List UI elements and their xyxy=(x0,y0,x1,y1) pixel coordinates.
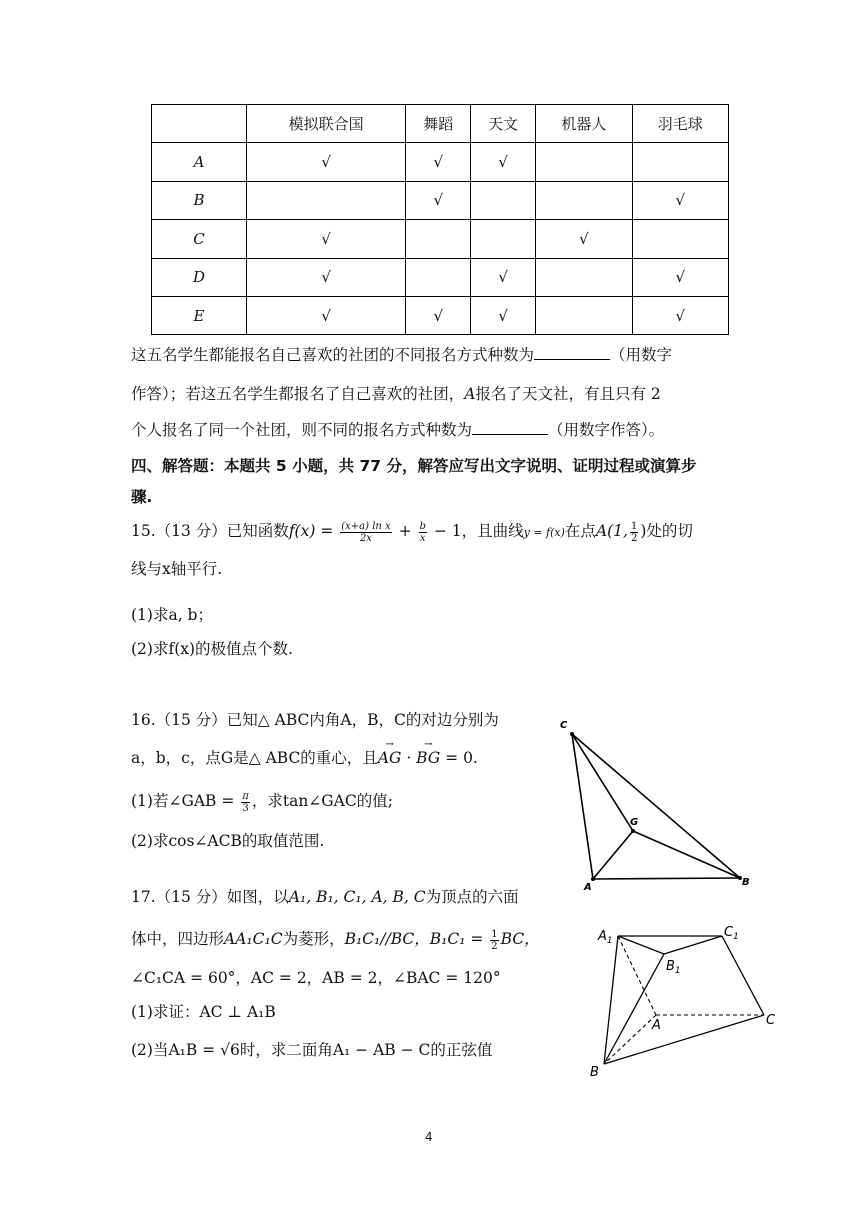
fraction-numerator: b xyxy=(419,520,426,532)
table-row xyxy=(152,143,729,181)
fraction xyxy=(419,521,427,544)
text-span: 为顶点的六面 xyxy=(425,888,519,906)
problem-16-line-1: 16.（15 分）已知△ ABC内角A，B，C的对边分别为 xyxy=(131,711,499,729)
table-header-cell: 机器人 xyxy=(536,105,632,143)
label-b: B xyxy=(742,877,750,888)
text-span: + xyxy=(393,522,417,540)
problem-16-part-1 xyxy=(131,790,393,814)
edge-cb xyxy=(572,734,740,878)
table-cell: √ xyxy=(632,181,728,219)
text-span: 15.（13 分）已知函数 xyxy=(131,522,289,540)
edge-b1c1 xyxy=(664,936,722,954)
table-header-cell: 天文 xyxy=(471,105,536,143)
page-number: 4 xyxy=(425,1130,433,1144)
math-expr: B₁C₁//BC，B₁C₁ = xyxy=(344,930,489,948)
table-cell xyxy=(247,181,406,219)
segment-ag xyxy=(593,831,633,879)
row-label: D xyxy=(152,258,247,296)
label-c: C xyxy=(766,1013,776,1028)
problem-14-line-2 xyxy=(131,383,661,405)
table-row xyxy=(152,220,729,258)
table-header-cell xyxy=(152,105,247,143)
label-subscript: 1 xyxy=(733,932,739,942)
text-span: (1)若∠GAB = xyxy=(131,792,240,810)
triangle-figure xyxy=(552,712,762,896)
table-cell: √ xyxy=(632,296,728,334)
table-cell xyxy=(536,181,632,219)
fraction-denominator: x xyxy=(419,532,426,544)
table-cell xyxy=(536,143,632,181)
fraction xyxy=(630,521,638,544)
fraction-numerator: (x+a) ln x xyxy=(341,520,391,532)
text-span: ，求tan∠GAC的值; xyxy=(251,792,393,810)
edge-ab xyxy=(593,878,740,879)
label-a1 xyxy=(597,929,613,946)
text-span: 处的切 xyxy=(646,522,693,540)
problem-15-line-2: 线与x轴平行. xyxy=(131,560,223,578)
text-span: 体中，四边形 xyxy=(131,930,225,948)
segment-bg xyxy=(633,831,740,878)
table-cell xyxy=(632,220,728,258)
table-header-row xyxy=(152,105,729,143)
section-heading: 四、解答题：本题共 5 小题，共 77 分，解答应写出文字说明、证明过程或演算步 xyxy=(131,457,697,475)
label-b1 xyxy=(666,959,681,976)
table-cell: √ xyxy=(247,143,406,181)
fraction xyxy=(340,521,391,544)
row-label: B xyxy=(152,181,247,219)
problem-14-line-3 xyxy=(131,419,664,441)
fraction-numerator: π xyxy=(242,790,249,802)
math-expr: AA₁C₁C xyxy=(224,930,283,948)
table-cell: √ xyxy=(471,258,536,296)
table-cell: √ xyxy=(406,143,471,181)
table-row xyxy=(152,258,729,296)
text-span: = 0. xyxy=(440,749,478,767)
table-cell: √ xyxy=(471,296,536,334)
table-cell: √ xyxy=(247,220,406,258)
text-span: 在点 xyxy=(564,522,596,540)
row-label: A xyxy=(152,143,247,181)
fraction-denominator: 2x xyxy=(359,532,372,544)
problem-15-line-1 xyxy=(131,520,693,544)
row-label: C xyxy=(152,220,247,258)
table-cell xyxy=(471,220,536,258)
table-cell: √ xyxy=(406,296,471,334)
text-span: 这五名学生都能报名自己喜欢的社团的不同报名方式种数为 xyxy=(131,346,535,364)
math-expr: A(1, xyxy=(595,522,628,540)
vertex-g xyxy=(631,829,635,833)
table-cell: √ xyxy=(632,258,728,296)
problem-16-line-2 xyxy=(131,747,478,769)
vector-bg: → BG xyxy=(416,747,440,769)
label-text: A xyxy=(598,929,607,944)
label-a: A xyxy=(652,1018,661,1033)
fraction-numerator: 1 xyxy=(491,928,498,940)
math-expr: f(x) = xyxy=(288,522,339,540)
edge-c1c xyxy=(722,936,764,1015)
row-label: E xyxy=(152,296,247,334)
vertex-a xyxy=(591,877,595,881)
problem-17-part-1: (1)求证：AC ⊥ A₁B xyxy=(131,1003,276,1021)
table-header-cell: 羽毛球 xyxy=(632,105,728,143)
hexahedron-figure xyxy=(586,918,790,1084)
table-header-cell: 模拟联合国 xyxy=(247,105,406,143)
label-subscript: 1 xyxy=(606,936,613,946)
text-span: （用数字作答）。 xyxy=(548,421,665,439)
table-cell: √ xyxy=(406,181,471,219)
edge-ca xyxy=(572,734,593,879)
problem-15-part-2: (2)求f(x)的极值点个数. xyxy=(131,640,293,658)
problem-17-line-2 xyxy=(131,928,540,952)
table-header-cell: 舞蹈 xyxy=(406,105,471,143)
math-expr: A₁, B₁, C₁, A, B, C xyxy=(288,888,426,906)
table-row xyxy=(152,181,729,219)
text-span: − 1，且曲线 xyxy=(428,522,524,540)
table-cell: √ xyxy=(247,296,406,334)
problem-17-part-2: (2)当A₁B = √6时，求二面角A₁ − AB − C的正弦值 xyxy=(131,1041,493,1059)
text-span: · xyxy=(401,749,417,767)
table-row xyxy=(152,296,729,334)
text-span: 作答）；若这五名学生都报名了自己喜欢的社团， xyxy=(131,385,465,403)
section-heading-cont: 骤. xyxy=(131,488,153,506)
problem-17-line-3: ∠C₁CA = 60°，AC = 2，AB = 2，∠BAC = 120° xyxy=(131,969,501,987)
label-subscript: 1 xyxy=(674,966,681,976)
median-cg xyxy=(572,734,633,831)
problem-14-line-1 xyxy=(131,344,672,366)
problem-17-line-1 xyxy=(131,886,519,908)
club-signup-table xyxy=(151,104,729,335)
problem-16-part-2: (2)求cos∠ACB的取值范围. xyxy=(131,832,325,850)
math-expr: BC， xyxy=(500,930,540,948)
text-span: 个人报名了同一个社团，则不同的报名方式种数为 xyxy=(131,421,473,439)
text-span: ) xyxy=(640,522,647,540)
math-var: A xyxy=(464,385,476,403)
text-span: 报名了天文社，有且只有 2 xyxy=(475,385,661,403)
table-cell: √ xyxy=(471,143,536,181)
fraction-denominator: 2 xyxy=(630,532,638,544)
fraction-denominator: 3 xyxy=(242,802,249,814)
text-span: （用数字 xyxy=(610,346,673,364)
fraction-numerator: 1 xyxy=(630,520,638,532)
label-text: C xyxy=(724,925,734,940)
problem-15-part-1: (1)求a, b； xyxy=(131,606,213,624)
label-a: A xyxy=(584,882,592,893)
math-expr: y = f(x) xyxy=(523,526,565,539)
table-cell xyxy=(406,220,471,258)
fraction-denominator: 2 xyxy=(491,940,498,952)
table-cell: √ xyxy=(247,258,406,296)
label-c1 xyxy=(724,925,739,942)
edge-bc xyxy=(604,1015,764,1064)
vector-ag: → AG xyxy=(378,747,402,769)
answer-blank xyxy=(534,345,610,360)
label-g: G xyxy=(630,817,639,828)
answer-blank xyxy=(472,420,548,435)
table-cell: √ xyxy=(536,220,632,258)
fraction xyxy=(241,791,250,814)
label-b: B xyxy=(590,1065,599,1080)
table-cell xyxy=(632,143,728,181)
table-cell xyxy=(406,258,471,296)
text-span: a，b，c，点G是△ ABC的重心，且 xyxy=(131,749,378,767)
label-c: C xyxy=(560,720,568,731)
table-cell xyxy=(471,181,536,219)
table-cell xyxy=(536,296,632,334)
edge-a1b xyxy=(604,936,618,1064)
table-cell xyxy=(536,258,632,296)
vertex-c xyxy=(570,732,574,736)
text-span: 为菱形， xyxy=(282,930,345,948)
fraction xyxy=(490,929,498,952)
label-text: B xyxy=(666,959,675,974)
text-span: 17.（15 分）如图，以 xyxy=(131,888,289,906)
